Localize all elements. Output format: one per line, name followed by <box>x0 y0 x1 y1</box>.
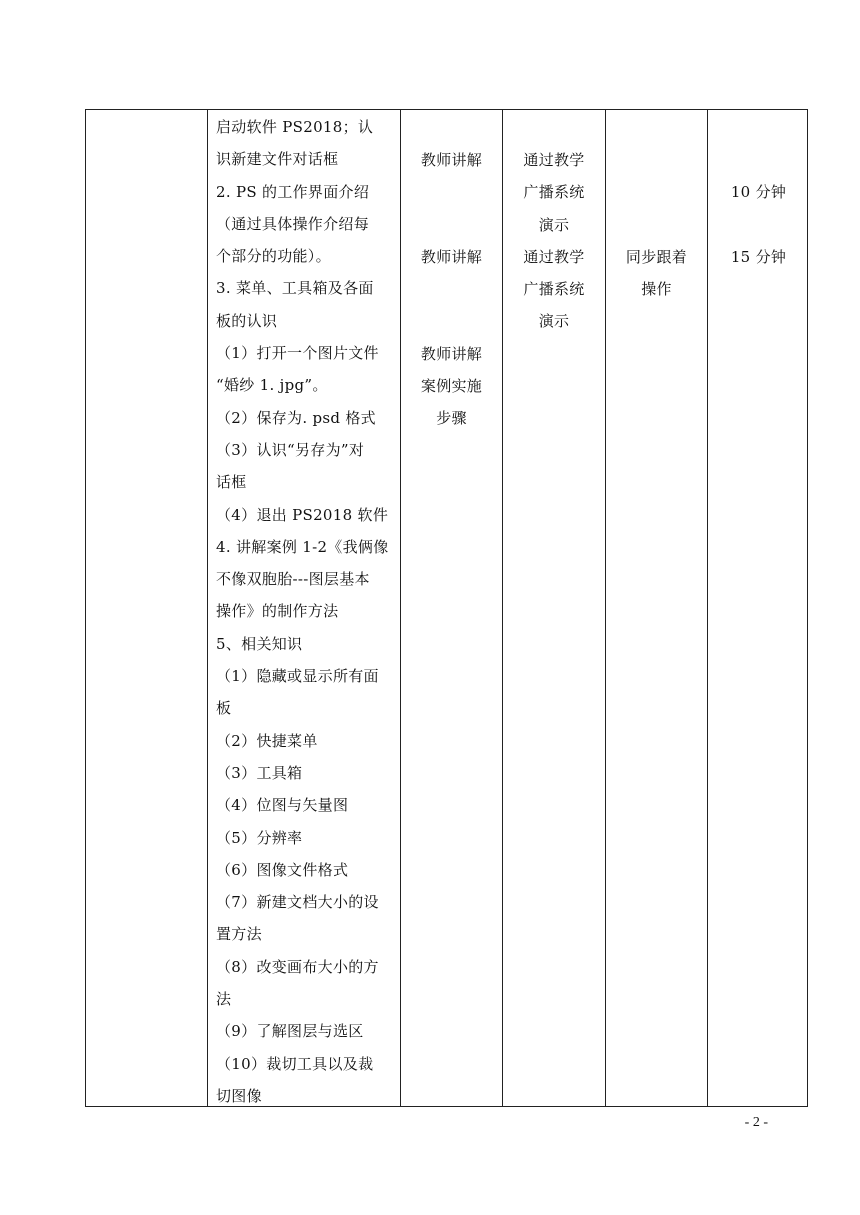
content-lines <box>216 111 400 1112</box>
teacher-activity-cell <box>401 110 502 1106</box>
time-line: 15 分钟 <box>730 247 787 266</box>
content-line: 话框 <box>216 473 247 492</box>
teacher-activity-lines <box>401 144 502 435</box>
teacher-activity-line <box>401 209 502 241</box>
content-line: 置方法 <box>216 925 262 944</box>
content-line: 5、相关知识 <box>216 634 303 653</box>
content-line: （1）隐藏或显示所有面 <box>216 667 379 686</box>
content-line: 不像双胞胎---图层基本 <box>216 570 370 589</box>
student-activity-line: 同步跟着 <box>625 248 688 266</box>
content-cell <box>208 110 400 1106</box>
media-cell <box>503 110 605 1106</box>
teacher-activity-line: 步骤 <box>436 409 467 428</box>
content-line: （8）改变画布大小的方 <box>216 957 379 976</box>
content-line: （1）打开一个图片文件 <box>216 344 379 363</box>
content-line: 3. 菜单、工具箱及各面 <box>216 279 374 298</box>
content-line: （4）退出 PS2018 软件 <box>216 505 389 524</box>
content-line: 法 <box>216 990 232 1009</box>
teacher-activity-line: 教师讲解 <box>420 344 483 363</box>
content-line: 板的认识 <box>216 311 278 330</box>
content-line: 个部分的功能）。 <box>216 247 331 266</box>
teacher-activity-line: 案例实施 <box>420 377 483 396</box>
media-line: 通过教学 <box>523 247 585 266</box>
content-line: （通过具体操作介绍每 <box>216 214 370 233</box>
content-line: （4）位图与矢量图 <box>216 796 349 815</box>
content-line: （7）新建文档大小的设 <box>216 893 379 912</box>
blank-column-cell <box>86 110 207 1106</box>
content-line: 启动软件 PS2018；认 <box>216 118 374 136</box>
content-line: “婚纱 1. jpg”。 <box>216 376 328 395</box>
media-lines <box>503 144 605 338</box>
teacher-activity-line <box>401 273 502 305</box>
time-line <box>708 208 809 240</box>
content-line: （2）保存为. psd 格式 <box>216 408 376 427</box>
content-line: （3）工具箱 <box>216 763 303 782</box>
teacher-activity-line <box>401 305 502 337</box>
student-activity-lines <box>606 241 707 306</box>
media-line: 通过教学 <box>523 151 585 169</box>
content-line: 4. 讲解案例 1-2《我俩像 <box>216 537 389 556</box>
content-line: 识新建文件对话框 <box>216 150 339 169</box>
media-line: 广播系统 <box>523 183 585 202</box>
time-lines <box>708 176 809 273</box>
teacher-activity-line <box>401 176 502 208</box>
content-line: 操作》的制作方法 <box>216 602 339 621</box>
content-line: 2. PS 的工作界面介绍 <box>216 182 370 201</box>
content-line: （2）快捷菜单 <box>216 731 318 750</box>
content-line: （5）分辨率 <box>216 828 303 847</box>
content-line: 板 <box>216 699 232 718</box>
content-line: 切图像 <box>216 1086 262 1105</box>
student-activity-cell <box>606 110 707 1106</box>
media-line: 演示 <box>538 215 570 234</box>
student-activity-line: 操作 <box>641 280 672 299</box>
media-line: 演示 <box>538 312 570 331</box>
content-line: （9）了解图层与选区 <box>216 1022 364 1041</box>
time-cell <box>708 110 809 1106</box>
teacher-activity-line: 教师讲解 <box>420 151 483 169</box>
time-line: 10 分钟 <box>730 183 787 201</box>
page-number: - 2 - <box>744 1115 768 1130</box>
content-line: （6）图像文件格式 <box>216 860 349 879</box>
lesson-table <box>85 109 808 1107</box>
content-line: （10）裁切工具以及裁 <box>216 1054 374 1073</box>
media-line: 广播系统 <box>523 280 585 299</box>
teacher-activity-line: 教师讲解 <box>420 247 483 266</box>
content-line: （3）认识“另存为”对 <box>216 440 365 459</box>
